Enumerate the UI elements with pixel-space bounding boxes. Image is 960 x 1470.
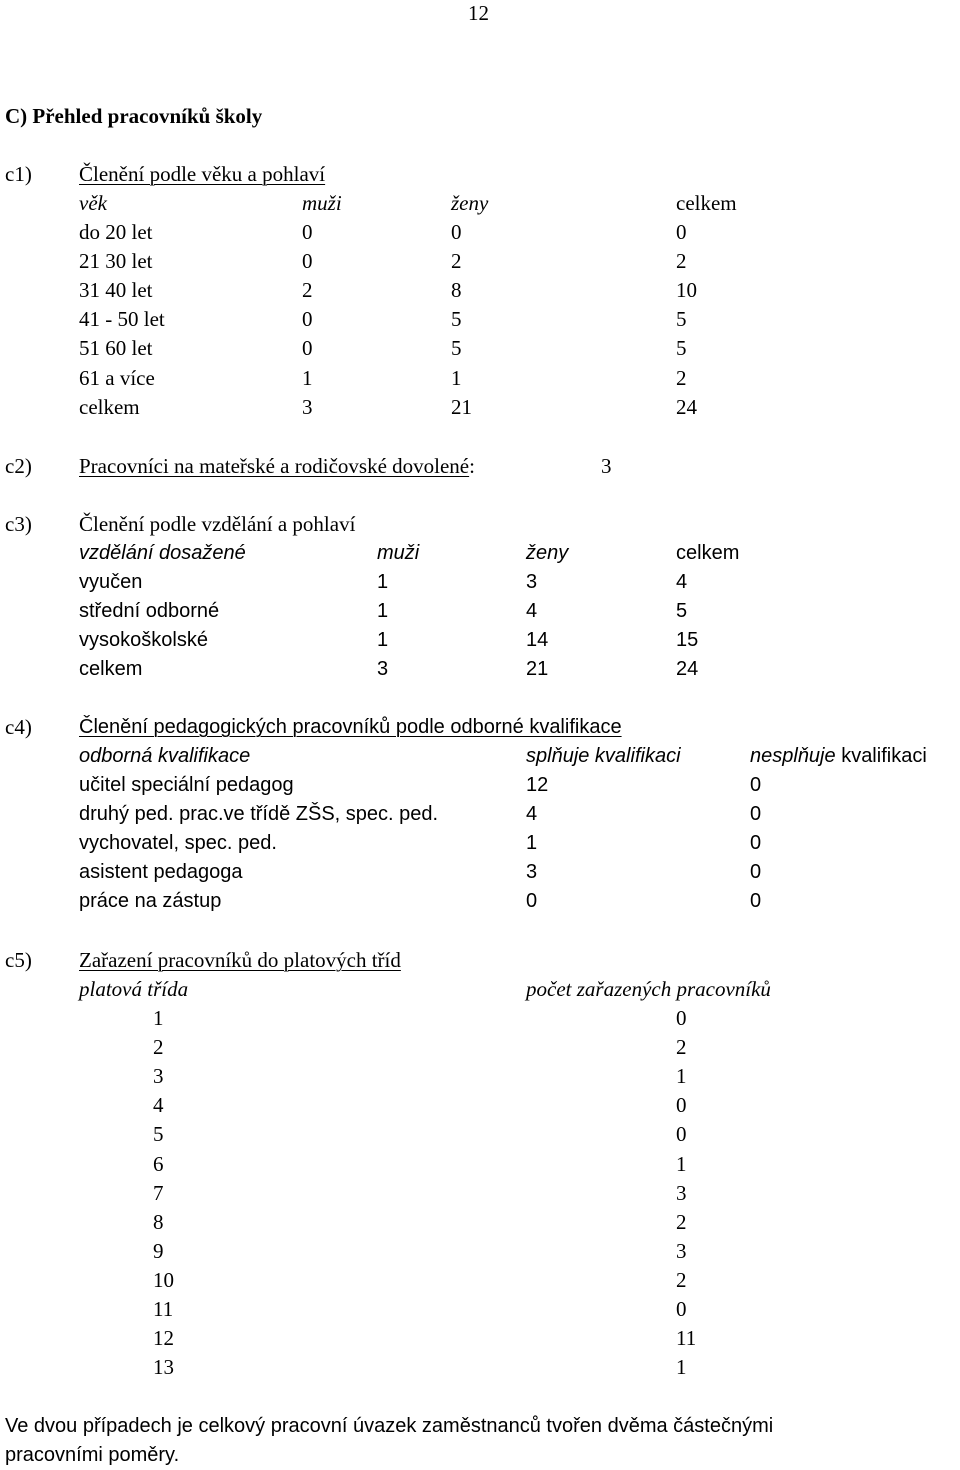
c4-cell-not-meets: 0 (750, 774, 762, 796)
c5-header-class: platová třída (79, 977, 189, 1001)
c2-line (79, 456, 475, 477)
c1-cell-total: 10 (676, 278, 697, 302)
c5-cell-class: 1 (153, 1006, 164, 1030)
c5-label: c5) (5, 948, 32, 972)
c1-cell-women: 5 (451, 336, 462, 360)
c5-title: Zařazení pracovníků do platových tříd (79, 948, 401, 972)
c4-cell-not-meets: 0 (750, 832, 762, 854)
c1-cell-men: 3 (302, 395, 313, 419)
c3-header-women: ženy (526, 542, 569, 564)
c3-header-education: vzdělání dosažené (79, 542, 246, 564)
c1-cell-men: 0 (302, 220, 313, 244)
c5-cell-class: 5 (153, 1122, 164, 1146)
c4-cell-meets: 3 (526, 861, 538, 883)
c1-cell-age: do 20 let (79, 220, 153, 244)
c1-cell-total: 5 (676, 307, 687, 331)
c5-cell-class: 12 (153, 1326, 174, 1350)
c1-cell-women: 2 (451, 249, 462, 273)
c1-cell-women: 21 (451, 395, 472, 419)
c5-cell-class: 2 (153, 1035, 164, 1059)
c5-cell-class: 6 (153, 1152, 164, 1176)
c5-cell-count: 2 (676, 1035, 687, 1059)
c3-cell-women: 3 (526, 571, 538, 593)
c1-cell-men: 0 (302, 336, 313, 360)
c1-cell-total: 24 (676, 395, 697, 419)
c4-title: Členění pedagogických pracovníků podle odborné kvalifikace (79, 716, 622, 738)
c5-cell-count: 2 (676, 1210, 687, 1234)
c4-cell-meets: 0 (526, 890, 538, 912)
c3-cell-education: vyučen (79, 571, 143, 593)
c3-cell-women: 4 (526, 600, 538, 622)
c1-cell-total: 2 (676, 249, 687, 273)
section-heading: C) Přehled pracovníků školy (5, 104, 263, 128)
c5-cell-class: 13 (153, 1355, 174, 1379)
c5-cell-count: 3 (676, 1239, 687, 1263)
c3-cell-total: 24 (676, 658, 699, 680)
c3-cell-total: 15 (676, 629, 699, 651)
c1-cell-total: 0 (676, 220, 687, 244)
c1-cell-women: 0 (451, 220, 462, 244)
c1-label: c1) (5, 162, 32, 186)
page-number: 12 (468, 1, 489, 25)
c5-cell-count: 0 (676, 1297, 687, 1321)
c1-title: Členění podle věku a pohlaví (79, 162, 326, 186)
c5-cell-count: 2 (676, 1268, 687, 1292)
c5-cell-class: 3 (153, 1064, 164, 1088)
c5-cell-count: 0 (676, 1006, 687, 1030)
c3-cell-total: 5 (676, 600, 688, 622)
c5-cell-count: 1 (676, 1152, 687, 1176)
c1-cell-age: 21 30 let (79, 249, 153, 273)
c1-header-men: muži (302, 191, 342, 215)
c1-cell-age: celkem (79, 395, 140, 419)
c3-title: Členění podle vzdělání a pohlaví (79, 512, 356, 536)
c1-cell-total: 5 (676, 336, 687, 360)
c5-cell-class: 9 (153, 1239, 164, 1263)
c3-header-men: muži (377, 542, 420, 564)
c4-cell-position: práce na zástup (79, 890, 222, 912)
c5-header-count: počet zařazených pracovníků (526, 977, 771, 1001)
c5-cell-count: 11 (676, 1326, 697, 1350)
c1-cell-men: 0 (302, 249, 313, 273)
c3-cell-education: střední odborné (79, 600, 220, 622)
c4-cell-position: asistent pedagoga (79, 861, 243, 883)
c5-cell-count: 0 (676, 1093, 687, 1117)
c4-cell-meets: 1 (526, 832, 538, 854)
c4-cell-not-meets: 0 (750, 803, 762, 825)
c1-cell-women: 1 (451, 366, 462, 390)
c3-cell-men: 3 (377, 658, 389, 680)
c1-header-women: ženy (451, 191, 489, 215)
c1-header-age: věk (79, 191, 107, 215)
c1-cell-men: 2 (302, 278, 313, 302)
c3-cell-men: 1 (377, 629, 389, 651)
c4-cell-position: druhý ped. prac.ve třídě ZŠS, spec. ped. (79, 803, 439, 825)
c5-cell-count: 1 (676, 1355, 687, 1379)
c1-cell-total: 2 (676, 366, 687, 390)
c1-cell-age: 41 - 50 let (79, 307, 165, 331)
c4-label: c4) (5, 715, 32, 739)
c4-cell-meets: 12 (526, 774, 549, 796)
c4-header-not-meets-rest: kvalifikaci (841, 745, 927, 767)
c5-cell-class: 8 (153, 1210, 164, 1234)
c4-header-not-meets (750, 746, 927, 766)
c3-cell-men: 1 (377, 571, 389, 593)
c3-label: c3) (5, 512, 32, 536)
c5-cell-class: 4 (153, 1093, 164, 1117)
footnote-line-2: pracovními poměry. (5, 1444, 180, 1466)
c4-cell-position: vychovatel, spec. ped. (79, 832, 277, 854)
c4-header-meets: splňuje kvalifikaci (526, 745, 681, 767)
c5-cell-class: 7 (153, 1181, 164, 1205)
c4-header-not-meets-italic: nesplňuje (750, 745, 836, 767)
c3-header-total: celkem (676, 542, 740, 564)
c5-cell-count: 1 (676, 1064, 687, 1088)
c1-cell-men: 1 (302, 366, 313, 390)
c1-cell-age: 51 60 let (79, 336, 153, 360)
c4-cell-position: učitel speciální pedagog (79, 774, 294, 796)
c1-cell-women: 8 (451, 278, 462, 302)
c4-cell-meets: 4 (526, 803, 538, 825)
c5-cell-count: 0 (676, 1122, 687, 1146)
c5-cell-class: 10 (153, 1268, 174, 1292)
c2-value: 3 (601, 454, 612, 478)
c3-cell-men: 1 (377, 600, 389, 622)
c1-header-total: celkem (676, 191, 737, 215)
footnote-line-1: Ve dvou případech je celkový pracovní úvazek zaměstnanců tvořen dvěma částečnými (5, 1415, 774, 1437)
c5-cell-class: 11 (153, 1297, 174, 1321)
c3-cell-women: 21 (526, 658, 549, 680)
c3-cell-education: vysokoškolské (79, 629, 208, 651)
c1-cell-age: 61 a více (79, 366, 155, 390)
c1-cell-age: 31 40 let (79, 278, 153, 302)
c4-header-qualification: odborná kvalifikace (79, 745, 251, 767)
c1-cell-women: 5 (451, 307, 462, 331)
c5-cell-count: 3 (676, 1181, 687, 1205)
c3-cell-women: 14 (526, 629, 549, 651)
c4-cell-not-meets: 0 (750, 861, 762, 883)
c2-title: Pracovníci na mateřské a rodičovské dovolené (79, 454, 470, 478)
c4-cell-not-meets: 0 (750, 890, 762, 912)
c1-cell-men: 0 (302, 307, 313, 331)
c2-colon: : (469, 454, 475, 478)
c3-cell-total: 4 (676, 571, 688, 593)
c2-label: c2) (5, 454, 32, 478)
c3-cell-education: celkem (79, 658, 143, 680)
